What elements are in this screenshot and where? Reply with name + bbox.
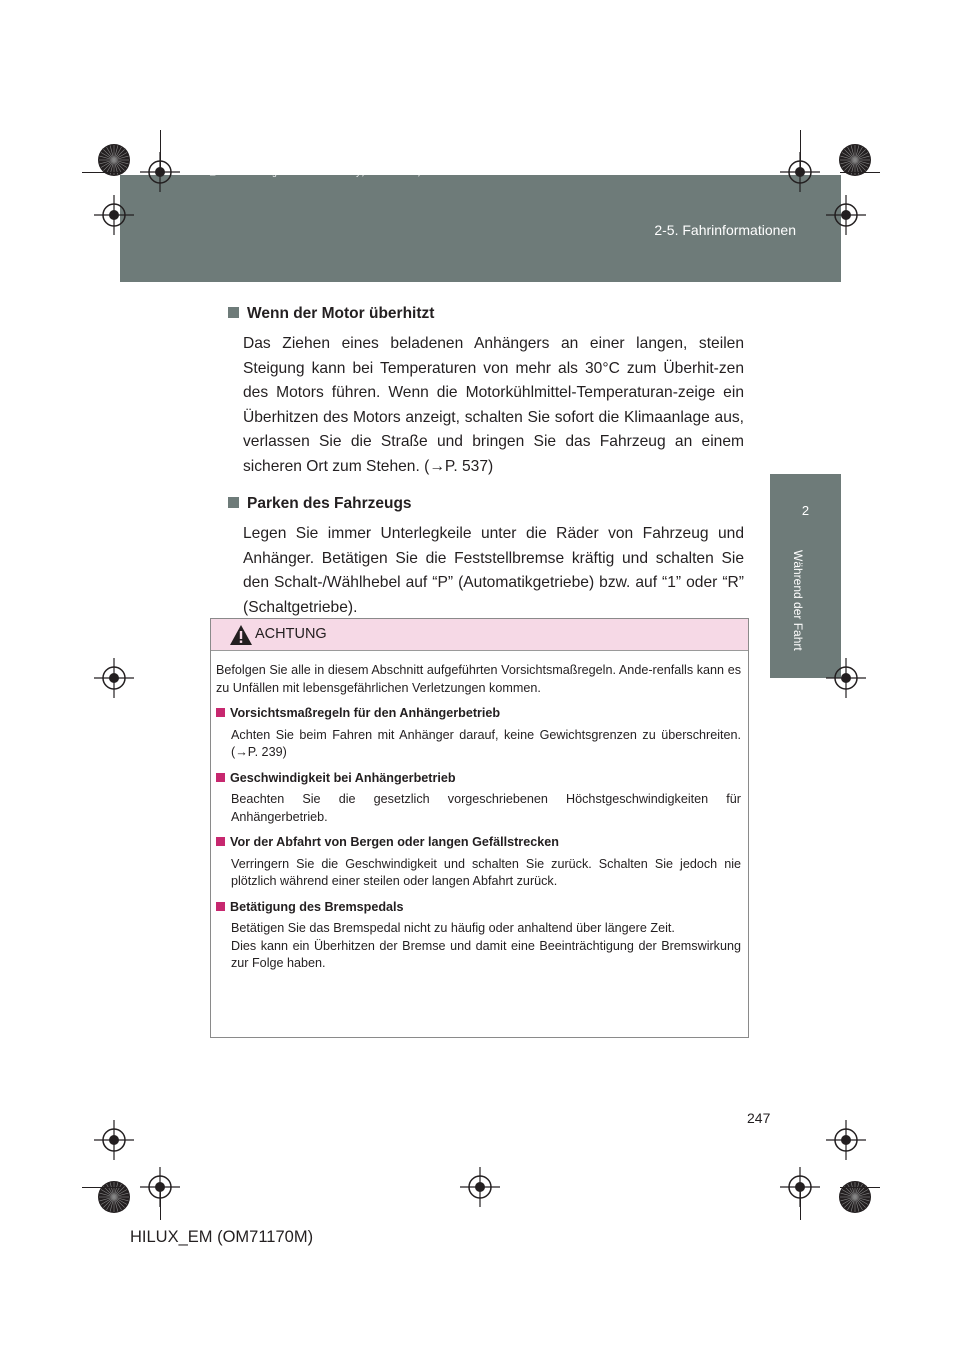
warning-item-text: Dies kann ein Überhitzen der Bremse und damit eine Beeinträchtigung der Bremswirkung zur Folge haben. [231,938,741,970]
square-bullet-icon [216,708,225,717]
crop-mark [82,172,122,173]
chapter-label: Während der Fahrt [791,550,805,651]
warning-item-heading [216,899,741,917]
filled-target-icon [838,1180,872,1214]
crop-mark [840,172,880,173]
warning-item-heading-text: Geschwindigkeit bei Anhängerbetrieb [230,770,456,785]
warning-item-heading [216,705,741,723]
chapter-number: 2 [801,503,810,518]
crop-mark [82,1187,122,1188]
warning-item-heading-text: Vor der Abfahrt von Bergen oder langen Gefällstrecken [230,835,559,849]
warning-header [211,619,748,651]
registration-mark-icon [460,1167,500,1207]
section-heading [228,495,744,513]
registration-mark-icon [826,195,866,235]
warning-intro: Befolgen Sie alle in diesem Abschnitt aufgeführten Vorsichtsmaßregeln. Ande-renfalls kann es zu Unfällen mit lebensgefährlichen Verletzungen kommen. [216,663,741,695]
crop-mark [160,1185,161,1220]
warning-item-heading-text: Betätigung des Bremspedals [230,899,404,914]
section-title: 2-5. Fahrinformationen [654,222,796,238]
section-heading-text: Wenn der Motor überhitzt [247,305,435,322]
warning-body [211,651,748,973]
manual-code: HILUX_EM (OM71170M) [130,1228,314,1246]
registration-mark-icon [826,1120,866,1160]
warning-title: ACHTUNG [255,626,327,642]
square-bullet-icon [216,773,225,782]
registration-mark-icon [94,658,134,698]
section-text: Legen Sie immer Unterlegkeile unter die Räder von Fahrzeug und Anhänger. Betätigen Sie die Feststellbremse kräftig und schalten Sie den Schalt-/Wählhebel auf “P” (Automatikgetriebe) bzw. auf “1” oder “R” (Schaltgetriebe). [243,525,744,616]
page-number: 247 [747,1110,771,1126]
warning-item-heading-text: Vorsichtsmaßregeln für den Anhängerbetrieb [230,706,501,720]
section-text: Das Ziehen eines beladenen Anhängers an einer langen, steilen Steigung kann bei Temperaturen von mehr als 30°C zum Überhit-zen des Motors führen. Wenn die Motorkühlmittel-Temperaturan-zeige ein Überhitzen des Motors anzeigt, schalten Sie sofort die Klimaanlage aus, verlassen Sie die Straße und bringen Sie das Fahrzeug an einem sicheren Ort zum Stehen. (→P. 537) [243,335,744,475]
section-block [228,495,744,620]
warning-item-text: Beachten Sie die gesetzlich vorgeschriebenen Höchstgeschwindigkeiten für Anhängerbetrieb. [231,792,741,824]
warning-triangle-icon [229,624,253,646]
warning-item-heading [216,834,741,852]
section-heading-text: Parken des Fahrzeugs [247,495,412,512]
warning-item-text: Verringern Sie die Geschwindigkeit und schalten Sie zurück. Schalten Sie jedoch nie plötzlich während einer steilen oder langen Abfahrt zurück. [231,856,741,888]
main-content [228,305,744,620]
registration-mark-icon [826,658,866,698]
square-bullet-icon [216,837,225,846]
warning-item-text: Achten Sie beim Fahren mit Anhänger darauf, keine Gewichtsgrenzen zu überschreiten. (→P. 239) [231,727,741,759]
warning-box [210,618,749,1038]
square-bullet-icon [228,307,239,318]
crop-mark [800,1185,801,1220]
book-stamp: HILUX_EM.book Page 247 Wednesday, March 23, 2011 2:48 PM [182,168,496,178]
filled-target-icon [97,1180,131,1214]
registration-mark-icon [94,195,134,235]
square-bullet-icon [216,902,225,911]
square-bullet-icon [228,497,239,508]
section-heading [228,305,744,323]
crop-mark [800,130,801,175]
crop-mark [160,130,161,175]
section-block [228,305,744,479]
warning-item-text: Betätigen Sie das Bremspedal nicht zu häufig oder anhaltend über längere Zeit. [231,921,675,935]
registration-mark-icon [94,1120,134,1160]
warning-item-heading [216,770,741,788]
chapter-tab [770,474,841,678]
crop-mark [840,1187,880,1188]
